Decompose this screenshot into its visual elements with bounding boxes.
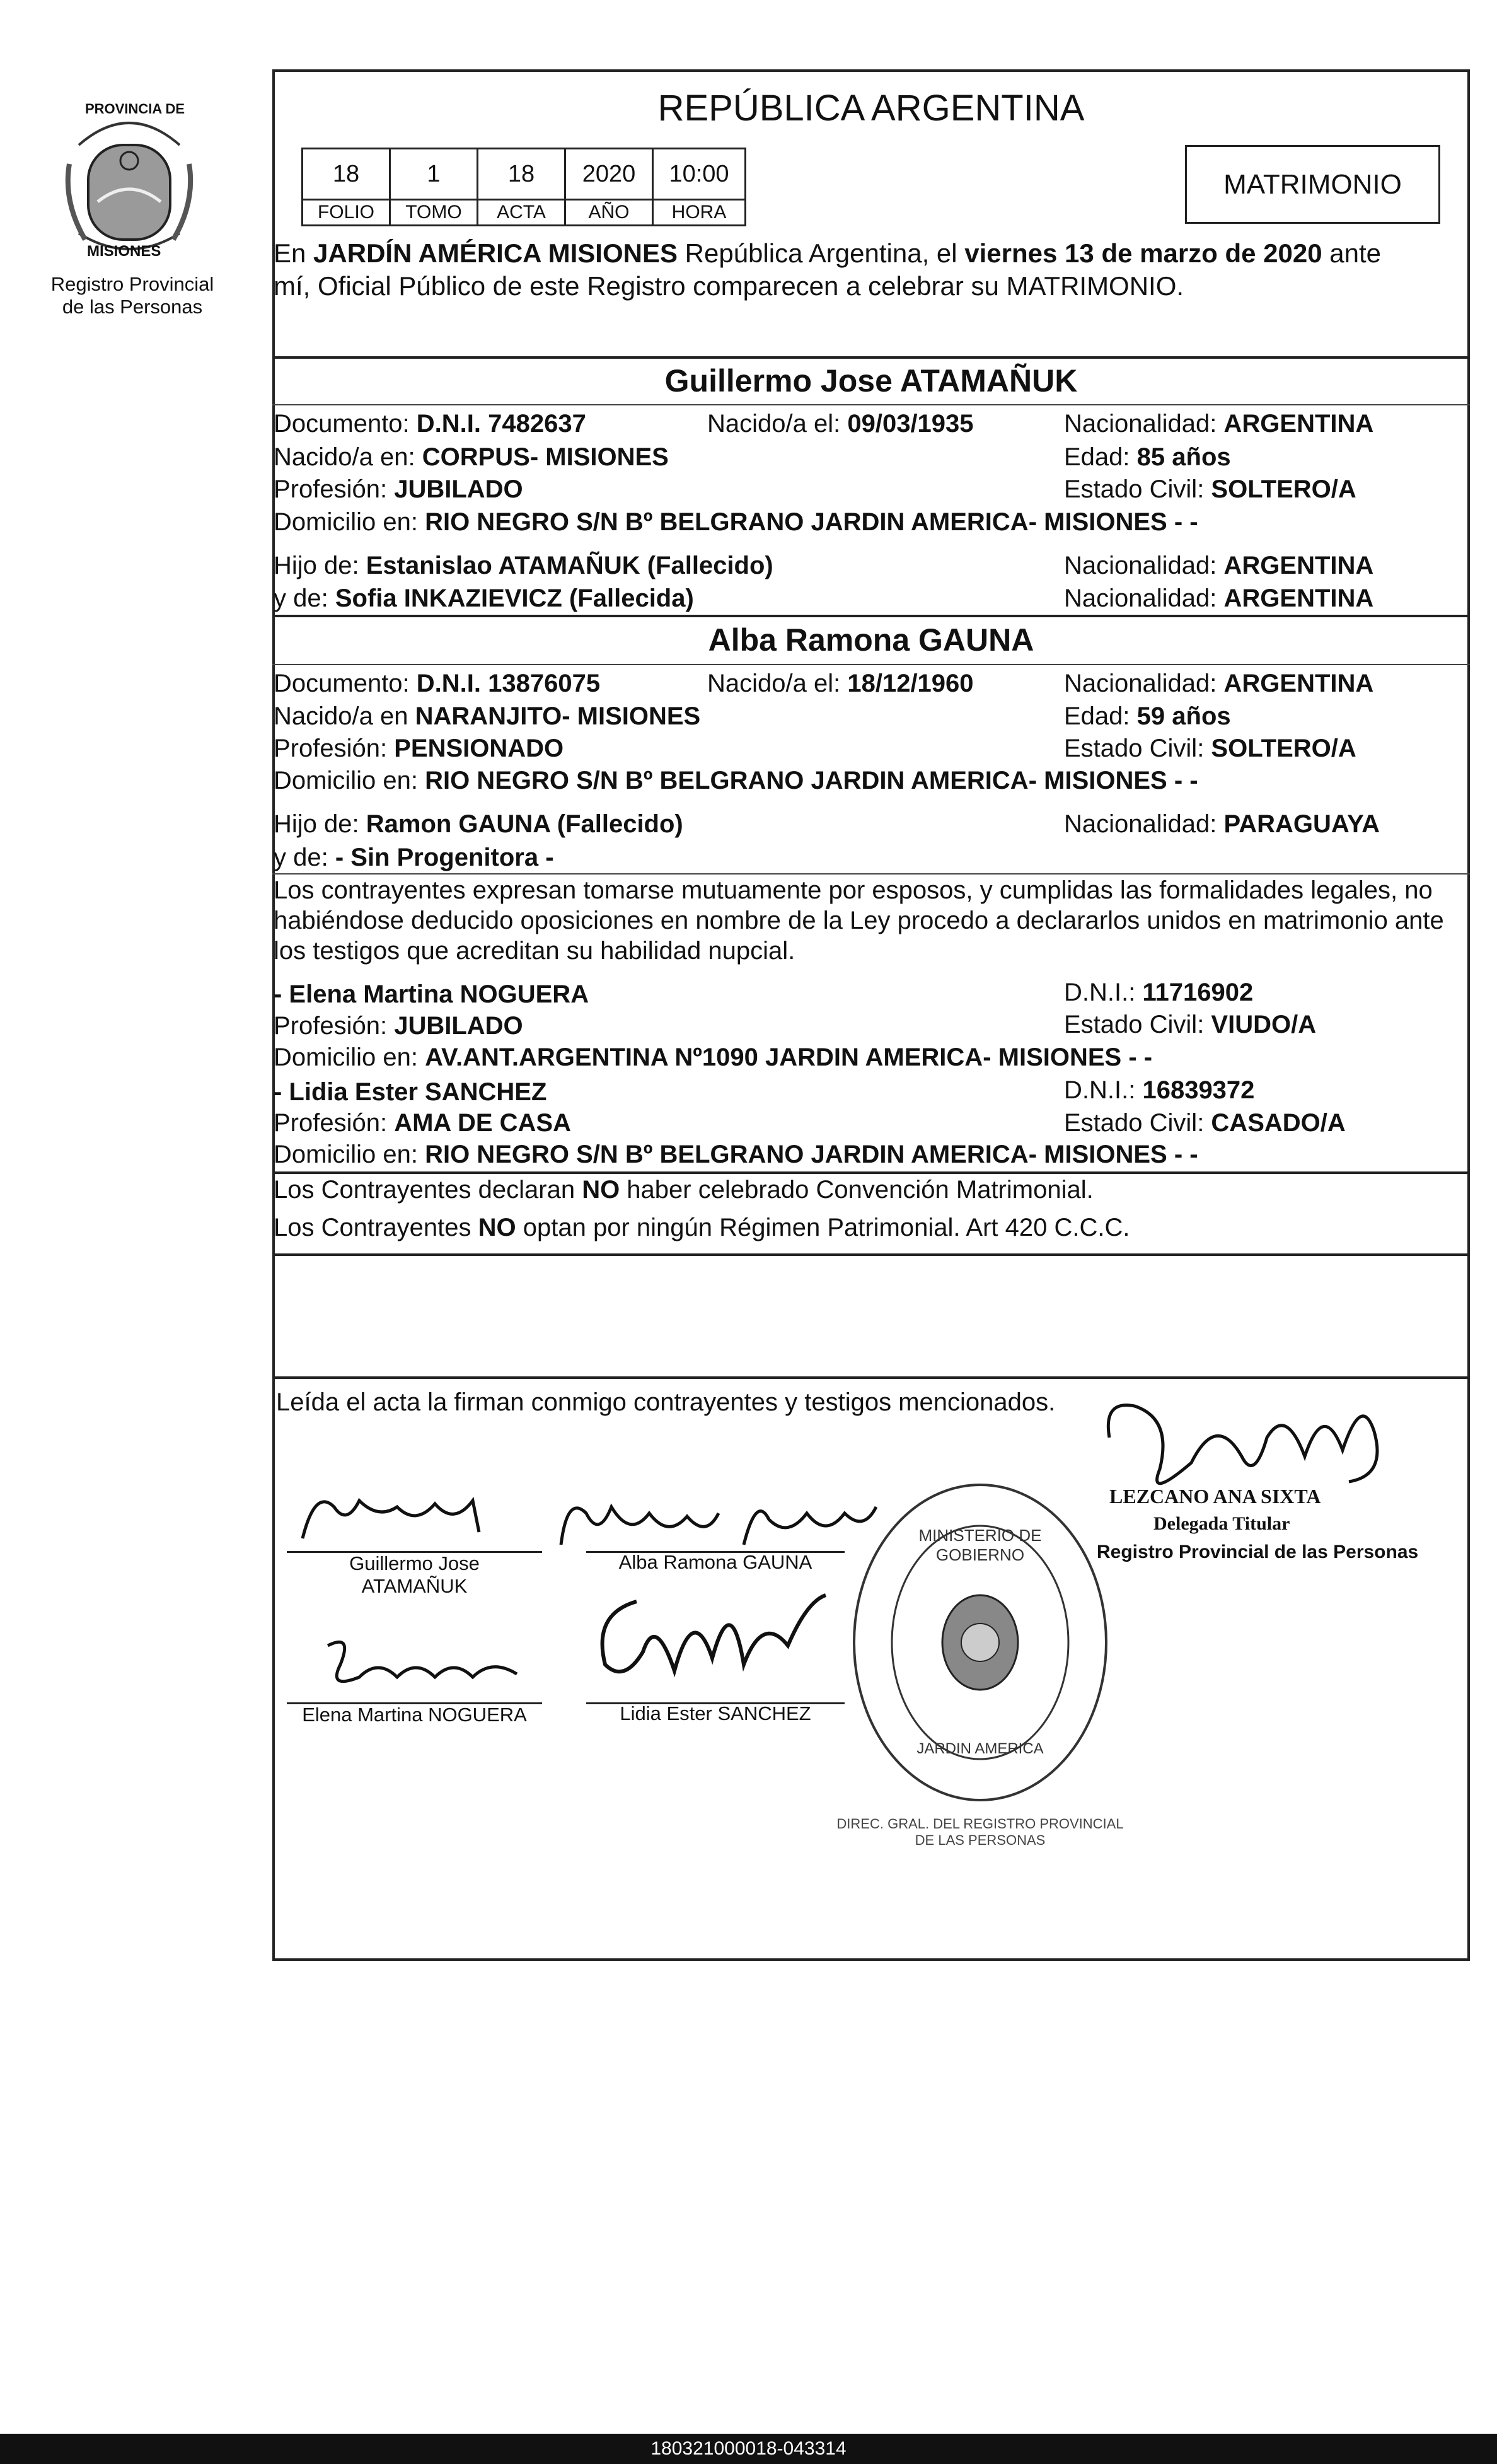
signature-label-sanchez: Lidia Ester SANCHEZ bbox=[620, 1702, 811, 1724]
spouse1-nationality-value: ARGENTINA bbox=[1223, 410, 1374, 438]
spouse1-birthdate-value: 09/03/1935 bbox=[847, 410, 974, 438]
spouse1-father bbox=[274, 550, 773, 581]
spouse2-father-nationality-value: PARAGUAYA bbox=[1223, 810, 1380, 838]
spouse1-address-value: RIO NEGRO S/N Bº BELGRANO JARDIN AMERICA- MISIONES - - bbox=[425, 508, 1198, 536]
official-title: Delegada Titular bbox=[1153, 1513, 1290, 1534]
folio-label: FOLIO bbox=[301, 199, 391, 226]
spouse2-civil-status-value: SOLTERO/A bbox=[1211, 735, 1356, 762]
divider-declaration bbox=[272, 873, 1470, 875]
spouse2-nationality-value: ARGENTINA bbox=[1223, 670, 1374, 697]
official-name: LEZCANO ANA SIXTA bbox=[1109, 1485, 1321, 1508]
label-estado-civil: Estado Civil: bbox=[1064, 1109, 1211, 1137]
intro-line-1 bbox=[274, 238, 1381, 269]
label-profesion: Profesión: bbox=[274, 735, 395, 762]
convention-text-1a: Los Contrayentes declaran bbox=[274, 1176, 582, 1204]
official-office: Registro Provincial de las Personas bbox=[1097, 1542, 1419, 1562]
witness2-address-value: RIO NEGRO S/N Bº BELGRANO JARDIN AMERICA- MISIONES - - bbox=[425, 1141, 1198, 1168]
spouse1-mother-value: Sofia INKAZIEVICZ (Fallecida) bbox=[335, 584, 694, 612]
spouse1-mother-nationality-value: ARGENTINA bbox=[1223, 584, 1374, 612]
hora-label: HORA bbox=[652, 199, 746, 226]
signature-label-noguera: Elena Martina NOGUERA bbox=[302, 1704, 527, 1726]
spouse2-profession-value: PENSIONADO bbox=[394, 735, 564, 762]
spouse1-documento bbox=[274, 409, 586, 439]
convention-text-1c: haber celebrado Convención Matrimonial. bbox=[620, 1176, 1094, 1204]
spouse1-name: Guillermo Jose ATAMAÑUK bbox=[664, 363, 1078, 398]
spouse1-father-nationality-value: ARGENTINA bbox=[1223, 552, 1374, 579]
registry-name-line2: de las Personas bbox=[62, 296, 203, 318]
seal-bottom-text: JARDIN AMERICA bbox=[916, 1740, 1044, 1757]
signature-label-atamanuk bbox=[287, 1552, 542, 1598]
record-type-box: MATRIMONIO bbox=[1185, 145, 1440, 224]
spouse1-mother bbox=[274, 583, 694, 613]
spouse2-profession bbox=[274, 733, 564, 764]
witness1-profession bbox=[274, 1011, 523, 1041]
document-id-footer: 180321000018-043314 bbox=[0, 2434, 1497, 2464]
intro-date: viernes 13 de marzo de 2020 bbox=[964, 238, 1322, 268]
logo-text-bottom: MISIONES bbox=[87, 243, 161, 260]
spouse1-civil-status bbox=[1064, 474, 1356, 504]
label-documento: Documento: bbox=[274, 410, 417, 438]
spouse1-age-value: 85 años bbox=[1136, 443, 1231, 471]
spouse2-birthdate bbox=[707, 668, 974, 699]
logo-text-top: PROVINCIA DE bbox=[85, 101, 185, 117]
convention-no-2: NO bbox=[478, 1214, 516, 1241]
label-profesion: Profesión: bbox=[274, 1012, 395, 1040]
spouse1-profession bbox=[274, 474, 523, 504]
label-y-de: y de: bbox=[274, 584, 335, 612]
spouse1-father-nationality bbox=[1064, 550, 1373, 581]
witness1-address-value: AV.ANT.ARGENTINA Nº1090 JARDIN AMERICA- MISIONES - - bbox=[425, 1043, 1153, 1071]
label-hijo-de: Hijo de: bbox=[274, 552, 366, 579]
spouse2-mother bbox=[274, 842, 554, 873]
witness1-civil-status bbox=[1064, 1009, 1316, 1040]
witness2-dni-value: 16839372 bbox=[1142, 1076, 1255, 1104]
label-dni: D.N.I.: bbox=[1064, 1076, 1143, 1104]
witness1-dni bbox=[1064, 977, 1253, 1008]
divider-spouse1-details bbox=[272, 404, 1470, 405]
spouse1-civil-status-value: SOLTERO/A bbox=[1211, 475, 1356, 503]
label-profesion: Profesión: bbox=[274, 475, 395, 503]
tomo-value: 1 bbox=[389, 148, 478, 200]
label-edad: Edad: bbox=[1064, 702, 1137, 730]
witness2-name: - Lidia Ester SANCHEZ bbox=[274, 1078, 547, 1106]
hora-value: 10:00 bbox=[652, 148, 746, 200]
declaration-line-2: habiéndose deducido oposiciones en nombre de la Ley procedo a declararlos unidos en matrimonio ante bbox=[274, 907, 1444, 934]
label-nacido-el: Nacido/a el: bbox=[707, 670, 848, 697]
intro-text-a: En bbox=[274, 238, 314, 268]
label-nacionalidad: Nacionalidad: bbox=[1064, 410, 1224, 438]
spouse1-nationality bbox=[1064, 409, 1373, 439]
label-domicilio: Domicilio en: bbox=[274, 1043, 425, 1071]
tomo-label: TOMO bbox=[389, 199, 478, 226]
seal-ring-text: DIREC. GRAL. DEL REGISTRO PROVINCIAL DE LAS PERSONAS bbox=[836, 1816, 1124, 1848]
acta-value: 18 bbox=[477, 148, 566, 200]
ano-label: AÑO bbox=[564, 199, 654, 226]
spouse2-address bbox=[274, 765, 1198, 796]
label-nacionalidad: Nacionalidad: bbox=[1064, 552, 1224, 579]
label-nacido-el: Nacido/a el: bbox=[707, 410, 848, 438]
divider-convention bbox=[272, 1171, 1470, 1174]
label-estado-civil: Estado Civil: bbox=[1064, 735, 1211, 762]
label-domicilio: Domicilio en: bbox=[274, 1141, 425, 1168]
witness1-name: - Elena Martina NOGUERA bbox=[274, 980, 589, 1008]
spouse2-civil-status bbox=[1064, 733, 1356, 764]
label-nacido-en: Nacido/a en: bbox=[274, 443, 422, 471]
closing-text: Leída el acta la firman conmigo contrayentes y testigos mencionados. bbox=[276, 1388, 1056, 1416]
label-profesion: Profesión: bbox=[274, 1109, 395, 1137]
label-domicilio: Domicilio en: bbox=[274, 767, 425, 794]
spouse2-address-value: RIO NEGRO S/N Bº BELGRANO JARDIN AMERICA- MISIONES - - bbox=[425, 767, 1198, 794]
spouse1-profession-value: JUBILADO bbox=[394, 475, 523, 503]
spouse2-name: Alba Ramona GAUNA bbox=[708, 622, 1034, 658]
label-estado-civil: Estado Civil: bbox=[1064, 1011, 1211, 1038]
witness2-profession-value: AMA DE CASA bbox=[394, 1109, 571, 1137]
signature-label-atamanuk-line1: Guillermo Jose bbox=[349, 1552, 480, 1574]
witness1-civil-status-value: VIUDO/A bbox=[1211, 1011, 1317, 1038]
label-nacionalidad: Nacionalidad: bbox=[1064, 810, 1224, 838]
spouse1-age bbox=[1064, 442, 1231, 472]
spouse1-father-value: Estanislao ATAMAÑUK (Fallecido) bbox=[366, 552, 773, 579]
label-hijo-de: Hijo de: bbox=[274, 810, 366, 838]
declaration-line-1: Los contrayentes expresan tomarse mutuamente por esposos, y cumplidas las formalidades legales, no bbox=[274, 876, 1433, 904]
divider-blank-section bbox=[272, 1253, 1470, 1256]
witness2-address bbox=[274, 1139, 1198, 1170]
intro-place: JARDÍN AMÉRICA MISIONES bbox=[313, 238, 678, 268]
signature-noguera bbox=[315, 1627, 542, 1696]
label-y-de: y de: bbox=[274, 844, 335, 871]
spouse1-dni: D.N.I. 7482637 bbox=[416, 410, 586, 438]
signature-gauna bbox=[555, 1488, 882, 1557]
label-nacido-en: Nacido/a en bbox=[274, 702, 415, 730]
label-nacionalidad: Nacionalidad: bbox=[1064, 670, 1224, 697]
witness2-civil-status-value: CASADO/A bbox=[1211, 1109, 1346, 1137]
intro-line-2: mí, Oficial Público de este Registro comparecen a celebrar su MATRIMONIO. bbox=[274, 271, 1184, 301]
registry-name bbox=[25, 273, 240, 318]
registry-name-line1: Registro Provincial bbox=[50, 273, 214, 295]
spouse2-birthplace-value: NARANJITO- MISIONES bbox=[415, 702, 701, 730]
spouse2-father bbox=[274, 809, 683, 839]
declaration-line-3: los testigos que acreditan su habilidad nupcial. bbox=[274, 937, 795, 965]
spouse1-birthplace-value: CORPUS- MISIONES bbox=[422, 443, 669, 471]
spouse2-father-value: Ramon GAUNA (Fallecido) bbox=[366, 810, 683, 838]
spouse2-birthplace bbox=[274, 701, 700, 731]
label-edad: Edad: bbox=[1064, 443, 1137, 471]
spouse2-father-nationality bbox=[1064, 809, 1380, 839]
signature-sanchez bbox=[586, 1576, 851, 1696]
label-estado-civil: Estado Civil: bbox=[1064, 475, 1211, 503]
intro-text-b: República Argentina, el bbox=[677, 238, 965, 268]
spouse2-nationality bbox=[1064, 668, 1373, 699]
spouse1-birthdate bbox=[707, 409, 974, 439]
label-domicilio: Domicilio en: bbox=[274, 508, 425, 536]
label-nacionalidad: Nacionalidad: bbox=[1064, 584, 1224, 612]
convention-text-2a: Los Contrayentes bbox=[274, 1214, 478, 1241]
signature-label-atamanuk-line2: ATAMAÑUK bbox=[361, 1575, 468, 1597]
convention-no-1: NO bbox=[582, 1176, 620, 1204]
convention-line-1 bbox=[274, 1175, 1094, 1205]
spouse1-address bbox=[274, 507, 1198, 537]
folio-value: 18 bbox=[301, 148, 391, 200]
divider-signatures bbox=[272, 1376, 1470, 1379]
spouse2-dni: D.N.I. 13876075 bbox=[416, 670, 601, 697]
witness1-address bbox=[274, 1042, 1152, 1072]
province-seal-logo bbox=[60, 107, 199, 265]
acta-label: ACTA bbox=[477, 199, 566, 226]
spouse2-documento bbox=[274, 668, 600, 699]
seal-inner-text: MINISTERIO DE GOBIERNO bbox=[918, 1526, 1042, 1564]
witness2-dni bbox=[1064, 1075, 1254, 1105]
convention-text-2c: optan por ningún Régimen Patrimonial. Art 420 C.C.C. bbox=[516, 1214, 1130, 1241]
ano-value: 2020 bbox=[564, 148, 654, 200]
convention-line-2 bbox=[274, 1212, 1130, 1243]
label-documento: Documento: bbox=[274, 670, 417, 697]
spouse1-birthplace bbox=[274, 442, 669, 472]
spouse1-mother-nationality bbox=[1064, 583, 1373, 613]
spouse2-age bbox=[1064, 701, 1231, 731]
spouse2-mother-value: - Sin Progenitora - bbox=[335, 844, 554, 871]
witness2-civil-status bbox=[1064, 1108, 1346, 1138]
spouse2-age-value: 59 años bbox=[1136, 702, 1231, 730]
spouse2-birthdate-value: 18/12/1960 bbox=[847, 670, 974, 697]
signature-atamanuk bbox=[290, 1482, 498, 1551]
label-dni: D.N.I.: bbox=[1064, 979, 1143, 1006]
divider-spouse2 bbox=[272, 615, 1470, 617]
witness1-profession-value: JUBILADO bbox=[394, 1012, 523, 1040]
witness2-profession bbox=[274, 1108, 571, 1138]
country-title: REPÚBLICA ARGENTINA bbox=[657, 88, 1085, 129]
witness1-dni-value: 11716902 bbox=[1142, 979, 1254, 1006]
intro-text-c: ante bbox=[1322, 238, 1382, 268]
divider-spouse2-details bbox=[272, 664, 1470, 665]
signature-label-gauna: Alba Ramona GAUNA bbox=[618, 1551, 812, 1573]
divider-spouse1 bbox=[272, 356, 1470, 359]
